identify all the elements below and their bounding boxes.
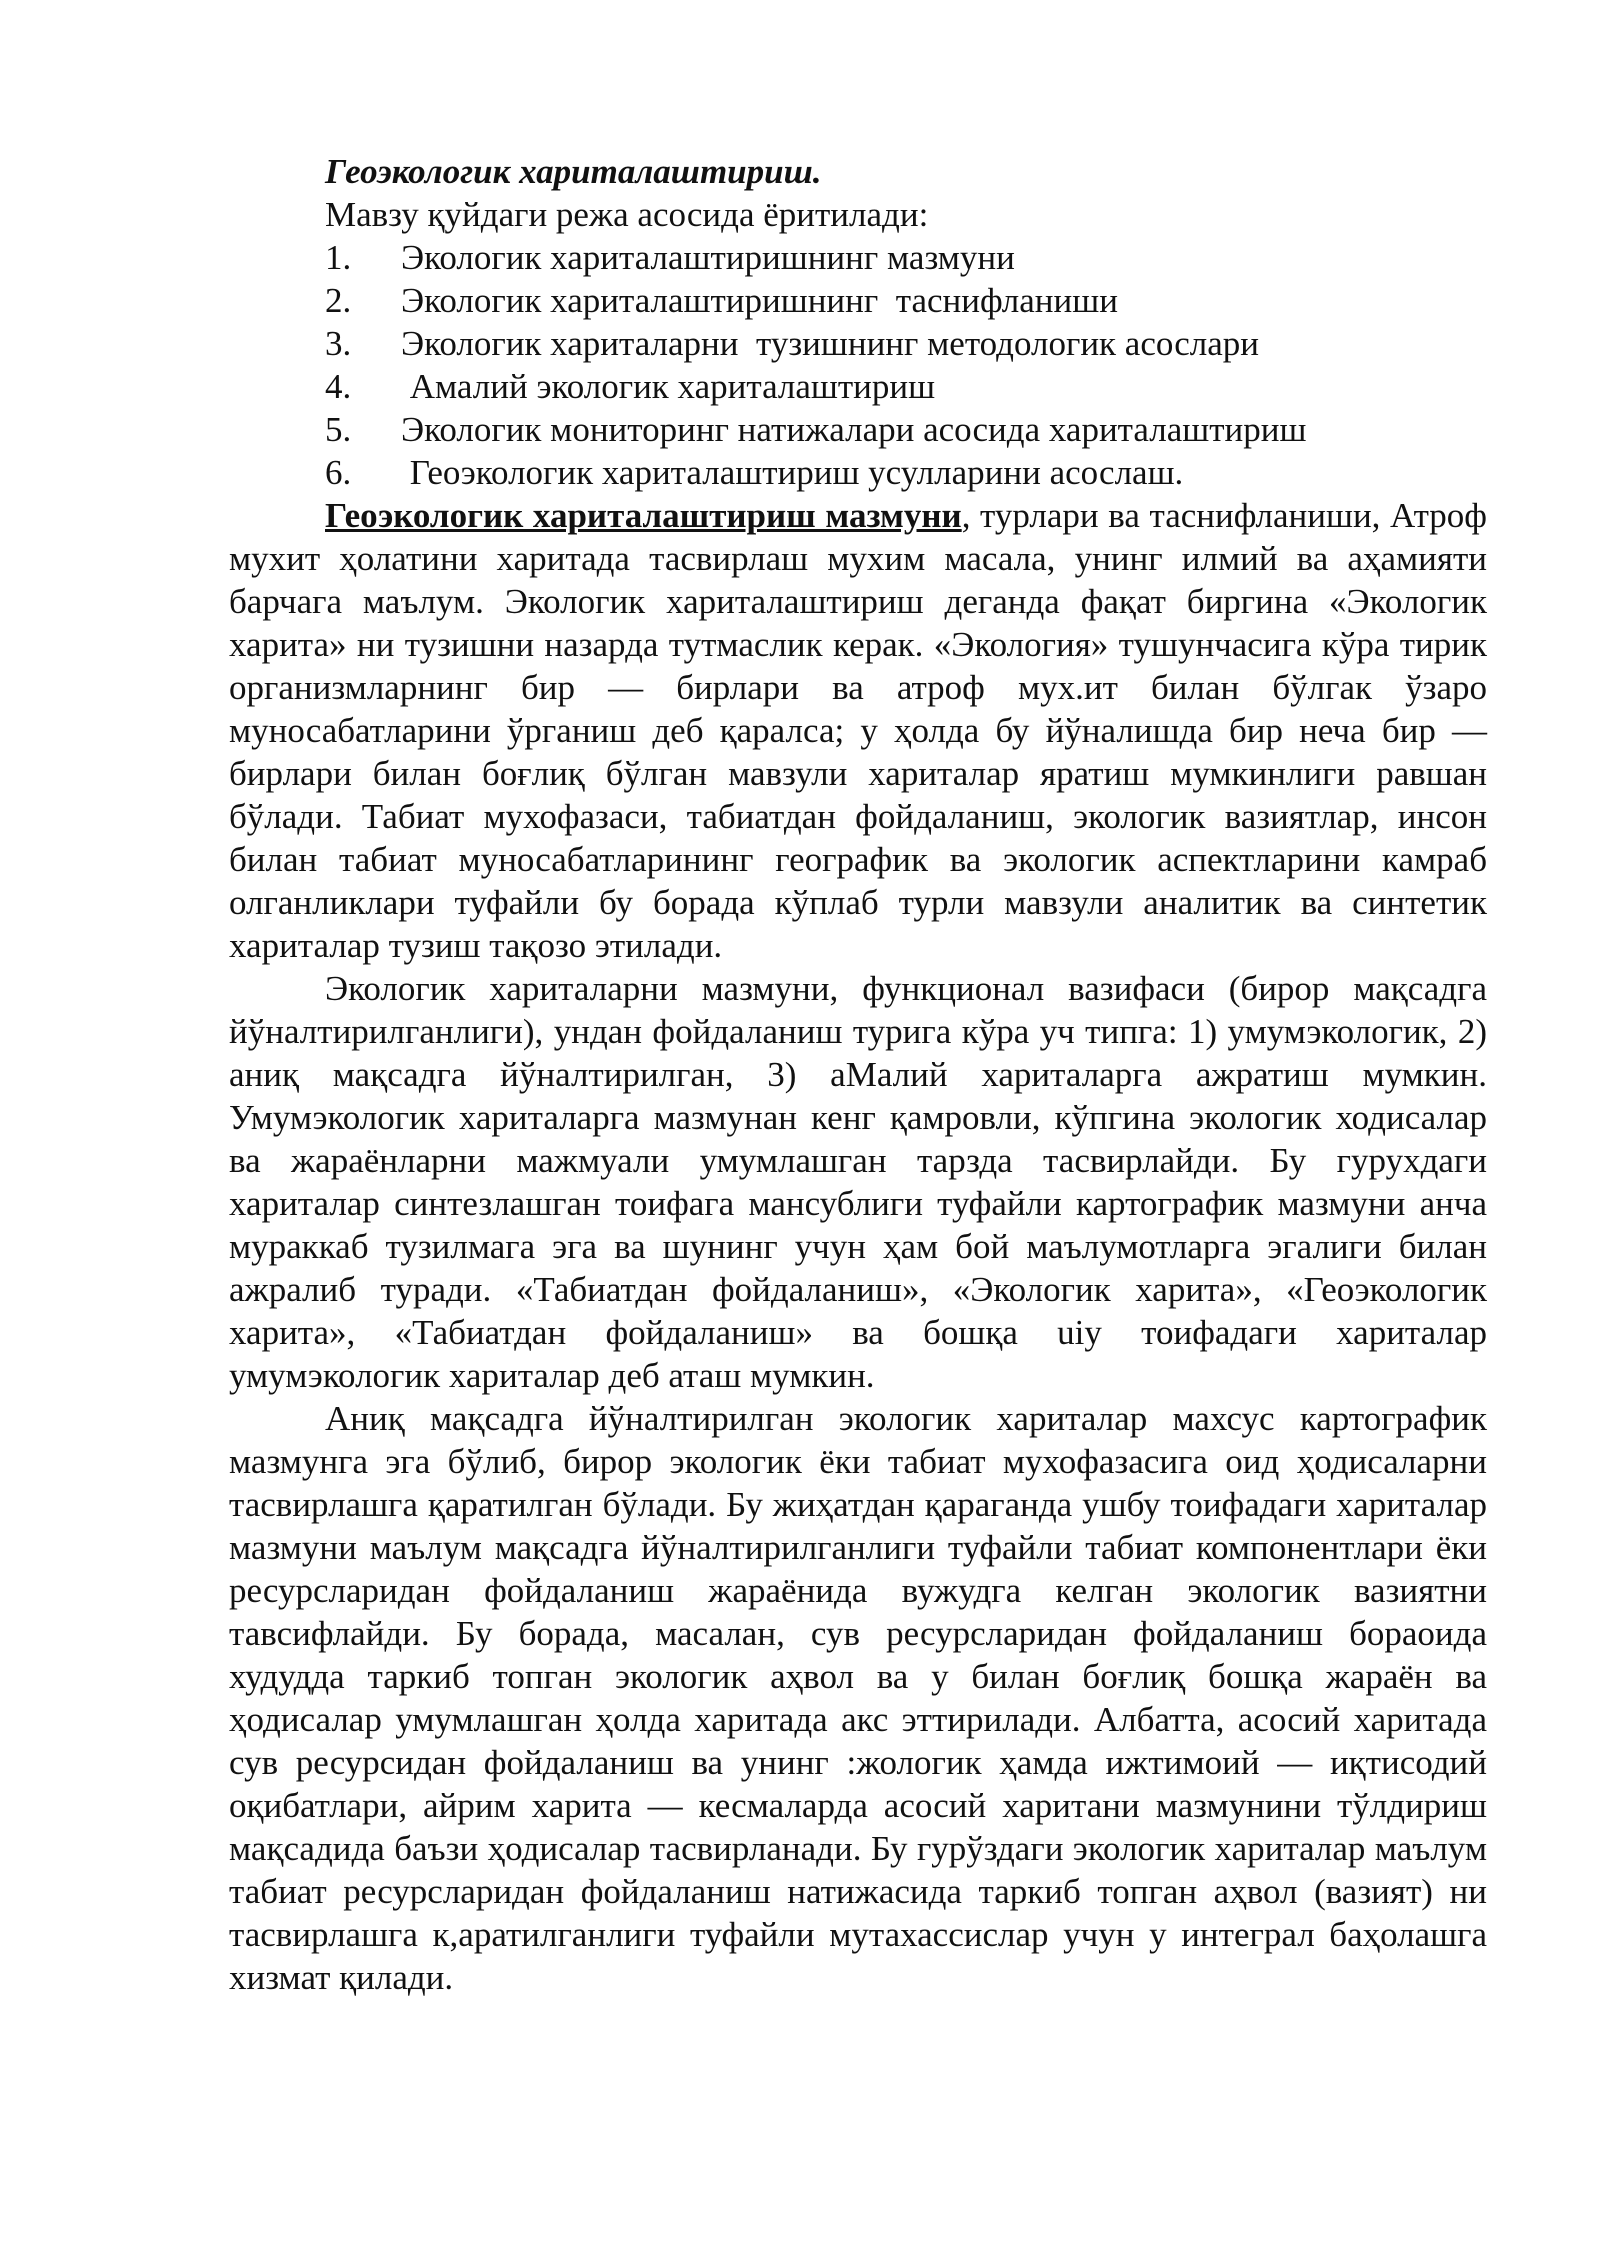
plan-item-number: 2. [325, 281, 352, 320]
plan-item-text: Экологик хариталаштиришнинг мазмуни [401, 238, 1015, 277]
plan-item-text: Экологик хариталаштиришнинг таснифланиши [401, 281, 1118, 320]
paragraph-1-lead-heading: Геоэкологик хариталаштириш мазмуни [325, 496, 962, 535]
paragraph-1 [229, 494, 1487, 967]
plan-item-number: 1. [325, 238, 352, 277]
plan-item [325, 451, 1487, 494]
plan-item-text: Экологик хариталарни тузишнинг методологик асослари [401, 324, 1260, 363]
plan-item [325, 236, 1487, 279]
paragraph-1-body: , турлари ва таснифланиши, Атроф мухит ҳолатини харитада тасвирлаш мухим масала, унинг илмий ва аҳамияти барчага маълум. Экологик хариталаштириш деганда фақат биргина «Экологик харита» ни тузишни назарда тутмаслик керак. «Экология» тушунчасига кўра тирик организмларнинг бир — бирлари ва атроф мух.ит билан бўлгак ўзаро муносабатларини ўрганиш деб қаралса; у ҳолда бу йўналишда бир неча бир — бирлари билан боғлиқ бўлган мавзули хариталар яратиш мумкинлиги равшан бўлади. Табиат мухофазаси, табиатдан фойдаланиш, экологик вазиятлар, инсон билан табиат муносабатларининг географик ва экологик аспектларини камраб олганликлари туфайли бу борада кўплаб турли мавзули аналитик ва синтетик хариталар тузиш тақозо этилади. [229, 496, 1487, 965]
paragraph-3: Аниқ мақсадга йўналтирилган экологик хариталар махсус картографик мазмунга эга бўлиб, бирор экологик ёки табиат мухофазасига оид ҳодисаларни тасвирлашга қаратилган бўлади. Бу жиҳатдан қараганда ушбу тоифадаги хариталар мазмуни маълум мақсадга йўналтирилганлиги туфайли табиат компонентлари ёки ресурсларидан фойдаланиш жараёнида вужудга келган экологик вазиятни тавсифлайди. Бу борада, масалан, сув ресурсларидан фойдаланиш бораоида худудда таркиб топган экологик аҳвол ва у билан боғлиқ бошқа жараён ва ҳодисалар умумлашган ҳолда харитада акс эттирилади. Албатта, асосий харитада сув ресурсидан фойдаланиш ва унинг :жологик ҳамда ижтимоий — иқтисодий оқибатлари, айрим харита — кесмаларда асосий харитани мазмунини тўлдириш мақсадида баъзи ҳодисалар тасвирланади. Бу гурўздаги экологик хариталар маълум табиат ресурсларидан фойдаланиш натижасида таркиб топган аҳвол (вазият) ни тасвирлашга к,аратилганлиги туфайли мутахассислар учун у интеграл баҳолашга хизмат қилади. [229, 1399, 1487, 1997]
plan-item-text: Геоэкологик хариталаштириш усулларини асослаш. [401, 453, 1184, 492]
document-page [229, 150, 1487, 1999]
document-title: Геоэкологик хариталаштириш. [325, 152, 822, 191]
plan-item-number: 4. [325, 367, 352, 406]
plan-item-number: 6. [325, 453, 352, 492]
plan-item [325, 279, 1487, 322]
paragraph-2: Экологик хариталарни мазмуни, функционал вазифаси (бирор мақсадга йўналтирилганлиги), ундан фойдаланиш турига кўра уч типга: 1) умумэкологик, 2) аниқ мақсадга йўналтирилган, 3) аМалий хариталарга ажратиш мумкин. Умумэкологик хариталарга мазмунан кенг қамровли, кўпгина экологик ходисалар ва жараёнларни мажмуали умумлашган тарзда тасвирлайди. Бу гурухдаги хариталар синтезлашган тоифага мансублиги туфайли картографик мазмуни анча мураккаб тузилмага эга ва шунинг учун ҳам бой маълумотларга эгалиги билан ажралиб туради. «Табиатдан фойдаланиш», «Экологик харита», «Геоэкологик харита», «Табиатдан фойдаланиш» ва бошқа uiy тоифадаги хариталар умумэкологик хариталар деб аташ мумкин. [229, 969, 1487, 1395]
plan-item [325, 408, 1487, 451]
plan-item-number: 5. [325, 410, 352, 449]
plan-item [325, 365, 1487, 408]
plan-item-number: 3. [325, 324, 352, 363]
topic-plan-list [229, 236, 1487, 494]
plan-item-text: Амалий экологик хариталаштириш [401, 367, 936, 406]
plan-item-text: Экологик мониторинг натижалари асосида хариталаштириш [401, 410, 1307, 449]
plan-item [325, 322, 1487, 365]
plan-intro: Мавзу қуйдаги режа асосида ёритилади: [325, 195, 929, 234]
